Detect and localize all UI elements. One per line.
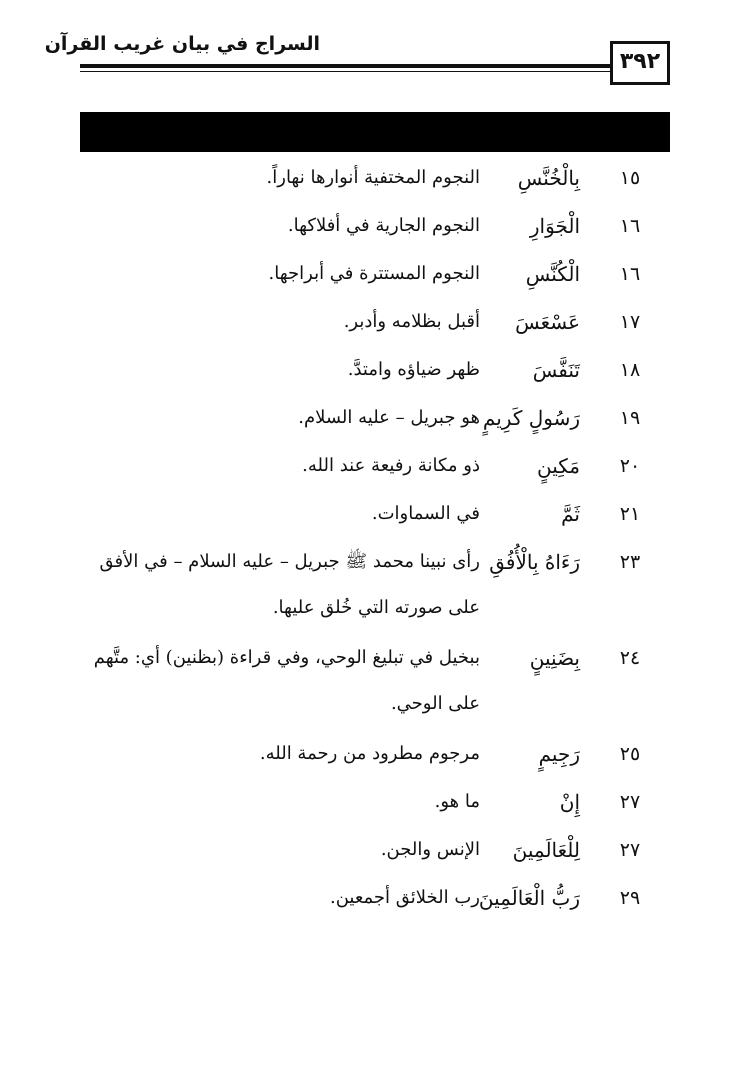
header-rule-thin [80,71,610,72]
verse-number: ٢٤ [619,647,641,669]
section-banner [80,112,670,152]
word-meaning: ببخيل في تبليغ الوحي، وفي قراءة (بظنين) أي: متَّهم على الوحي. [93,647,480,714]
quran-word: ثَمَّ [561,502,580,526]
word-meaning: الإنس والجن. [380,839,480,860]
verse-number: ٢٩ [619,887,641,909]
word-meaning: النجوم المستترة في أبراجها. [268,263,480,284]
word-meaning: هو جبريل – عليه السلام. [298,407,480,428]
glossary-row [80,635,670,731]
glossary-row [80,731,670,779]
word-meaning: رب الخلائق أجمعين. [329,887,480,908]
quran-word: الْكُنَّسِ [525,262,580,286]
verse-number: ٢٠ [619,455,641,477]
word-meaning: رأى نبينا محمد ﷺ جبريل – عليه السلام – في الأفق على صورته التي خُلق عليها. [99,551,480,618]
quran-word: عَسْعَسَ [515,310,580,334]
quran-word: رَجِيمٍ [538,742,580,766]
quran-word: تَنَفَّسَ [532,358,580,382]
verse-number: ١٨ [619,359,641,381]
page-number: ٣٩٢ [610,41,670,85]
verse-number: ٢٥ [619,743,641,765]
glossary-row [80,299,670,347]
quran-word: الْجَوَارِ [529,214,580,238]
word-meaning: في السماوات. [371,503,480,524]
verse-number: ١٧ [619,311,641,333]
header-rule-thick [80,64,610,68]
verse-number: ١٦ [619,215,641,237]
verse-number: ١٥ [619,167,641,189]
word-meaning: أقبل بظلامه وأدبر. [343,311,480,332]
word-meaning: مرجوم مطرود من رحمة الله. [259,743,480,764]
verse-number: ٢٧ [619,791,641,813]
running-header-title: السراج في بيان غريب القرآن [44,33,320,55]
verse-number: ٢١ [619,503,641,525]
quran-word: إِنْ [559,790,580,814]
quran-word: رَبُّ الْعَالَمِينَ [478,886,580,910]
glossary-row [80,491,670,539]
glossary-row [80,827,670,875]
glossary-list [80,155,670,923]
glossary-row [80,779,670,827]
quran-word: بِضَنِينٍ [529,646,580,670]
word-meaning: ما هو. [434,791,480,812]
quran-word: مَكِينٍ [536,454,580,478]
quran-word: رَءَاهُ بِالْأُفُقِ [489,550,580,574]
verse-number: ٢٧ [619,839,641,861]
glossary-row [80,395,670,443]
quran-word: رَسُولٍ كَرِيمٍ [482,406,580,430]
word-meaning: النجوم المختفية أنوارها نهاراً. [266,167,480,188]
word-meaning: ظهر ضياؤه وامتدَّ. [347,359,480,380]
quran-word: بِالْخُنَّسِ [517,166,580,190]
word-meaning: النجوم الجارية في أفلاكها. [287,215,480,236]
glossary-row [80,251,670,299]
glossary-row [80,155,670,203]
glossary-row [80,443,670,491]
glossary-row [80,875,670,923]
verse-number: ٢٣ [619,551,641,573]
glossary-row [80,347,670,395]
glossary-row [80,539,670,635]
quran-word: لِلْعَالَمِينَ [512,838,580,862]
word-meaning: ذو مكانة رفيعة عند الله. [302,455,480,476]
glossary-row [80,203,670,251]
verse-number: ١٦ [619,263,641,285]
verse-number: ١٩ [619,407,641,429]
